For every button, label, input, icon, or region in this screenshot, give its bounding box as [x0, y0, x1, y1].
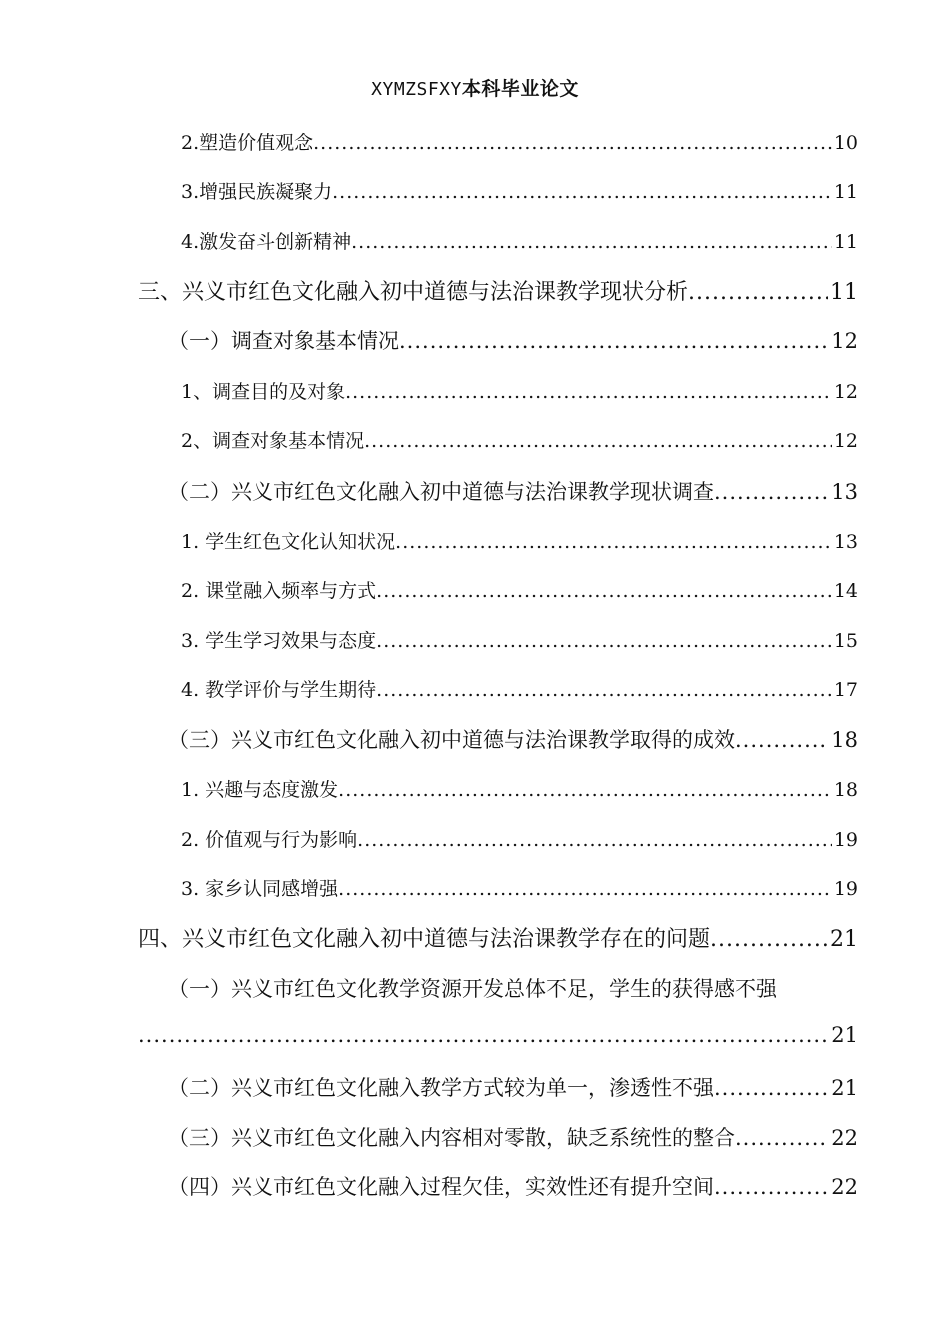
dot-leader [332, 181, 832, 203]
toc-entry[interactable] [181, 177, 858, 204]
dot-leader [338, 878, 832, 900]
toc-entry-section[interactable] [168, 1072, 858, 1102]
toc-page-number: 18 [831, 728, 858, 752]
dot-leader [688, 280, 828, 305]
dot-leader [376, 679, 832, 701]
toc-entry-label: （二）兴义市红色文化融入教学方式较为单一，渗透性不强 [168, 1076, 714, 1100]
toc-page-number: 10 [833, 132, 858, 154]
toc-page-number: 18 [833, 779, 858, 801]
toc-entry-label: 2. 课堂融入频率与方式 [181, 580, 377, 602]
dot-leader [735, 728, 829, 752]
toc-entry-chapter[interactable] [138, 922, 858, 953]
dot-leader [138, 1023, 829, 1047]
toc-page-number: 22 [831, 1126, 858, 1150]
toc-entry-section-wrapped[interactable] [168, 973, 858, 1003]
dot-leader [395, 531, 832, 553]
toc-page-number: 22 [831, 1175, 858, 1199]
toc-entry-label: （一）兴义市红色文化教学资源开发总体不足，学生的获得感不强 [168, 977, 777, 1001]
toc-entry-label: 3. 学生学习效果与态度 [181, 630, 377, 652]
toc-page-number: 19 [833, 878, 858, 900]
toc-page-number: 11 [830, 280, 858, 305]
toc-entry-label: （三）兴义市红色文化融入内容相对零散，缺乏系统性的整合 [168, 1126, 735, 1150]
dot-leader [714, 1175, 829, 1199]
dot-leader [376, 580, 832, 602]
toc-page-number: 12 [831, 329, 858, 353]
toc-entry-label: （一）调查对象基本情况 [168, 329, 399, 353]
toc-page-number: 11 [833, 231, 858, 253]
dot-leader [338, 779, 832, 801]
toc-entry-label: （二）兴义市红色文化融入初中道德与法治课教学现状调查 [168, 480, 714, 504]
dot-leader [357, 829, 832, 851]
toc-entry-section[interactable] [168, 476, 858, 506]
toc-entry-label: 1. 学生红色文化认知状况 [181, 531, 396, 553]
dot-leader [735, 1126, 829, 1150]
toc-page-number: 21 [831, 1076, 858, 1100]
dot-leader [714, 480, 829, 504]
page-header [0, 74, 950, 101]
toc-entry-label: 三、兴义市红色文化融入初中道德与法治课教学现状分析 [138, 280, 689, 305]
toc-page-number: 14 [833, 580, 858, 602]
toc-entry-label: 2. 价值观与行为影响 [181, 829, 358, 851]
dot-leader [351, 231, 832, 253]
dot-leader [364, 430, 832, 452]
dot-leader [345, 381, 832, 403]
toc-entry-label: （四）兴义市红色文化融入过程欠佳，实效性还有提升空间 [168, 1175, 714, 1199]
toc-entry-section[interactable] [168, 724, 858, 754]
toc-entry-label: 4.激发奋斗创新精神 [181, 231, 352, 253]
toc-entry-section[interactable] [168, 1171, 858, 1201]
dot-leader [710, 927, 828, 952]
dot-leader [714, 1076, 829, 1100]
toc-entry[interactable] [181, 128, 858, 155]
dot-leader [399, 329, 829, 353]
toc-entry[interactable] [181, 775, 858, 802]
toc-entry-label: 2、调查对象基本情况 [181, 430, 365, 452]
toc-page-number: 19 [833, 829, 858, 851]
toc-page-number: 11 [833, 181, 858, 203]
toc-entry[interactable] [181, 675, 858, 702]
toc-entry[interactable] [181, 874, 858, 901]
header-title: 本科毕业论文 [461, 78, 579, 100]
toc-entry-section[interactable] [168, 1122, 858, 1152]
toc-page-number: 21 [830, 927, 858, 952]
toc-entry-label: 3.增强民族凝聚力 [181, 181, 333, 203]
toc-entry[interactable] [181, 377, 858, 404]
toc-entry-label: 四、兴义市红色文化融入初中道德与法治课教学存在的问题 [138, 927, 711, 952]
toc-entry-label: 1. 兴趣与态度激发 [181, 779, 339, 801]
toc-page-number: 13 [831, 480, 858, 504]
header-code: XYMZSFXY [371, 79, 462, 100]
toc-page-number: 12 [833, 430, 858, 452]
toc-entry-label: 3. 家乡认同感增强 [181, 878, 339, 900]
toc-entry[interactable] [181, 825, 858, 852]
toc-entry[interactable] [181, 227, 858, 254]
toc-entry-label: 1、调查目的及对象 [181, 381, 346, 403]
toc-entry[interactable] [181, 576, 858, 603]
toc-page-number: 12 [833, 381, 858, 403]
toc-entry-continuation[interactable] [138, 1023, 858, 1047]
toc-entry[interactable] [181, 527, 858, 554]
toc-entry-section[interactable] [168, 325, 858, 355]
toc-entry-label: 2.塑造价值观念 [181, 132, 314, 154]
toc-page-number: 13 [833, 531, 858, 553]
dot-leader [313, 132, 832, 154]
toc-entry[interactable] [181, 626, 858, 653]
dot-leader [376, 630, 832, 652]
toc-entry-chapter[interactable] [138, 275, 858, 306]
toc-entry[interactable] [181, 426, 858, 453]
toc-page-number: 21 [831, 1023, 858, 1047]
toc-page-number: 15 [833, 630, 858, 652]
toc-entry-label: 4. 教学评价与学生期待 [181, 679, 377, 701]
toc-page-number: 17 [833, 679, 858, 701]
toc-entry-label: （三）兴义市红色文化融入初中道德与法治课教学取得的成效 [168, 728, 735, 752]
